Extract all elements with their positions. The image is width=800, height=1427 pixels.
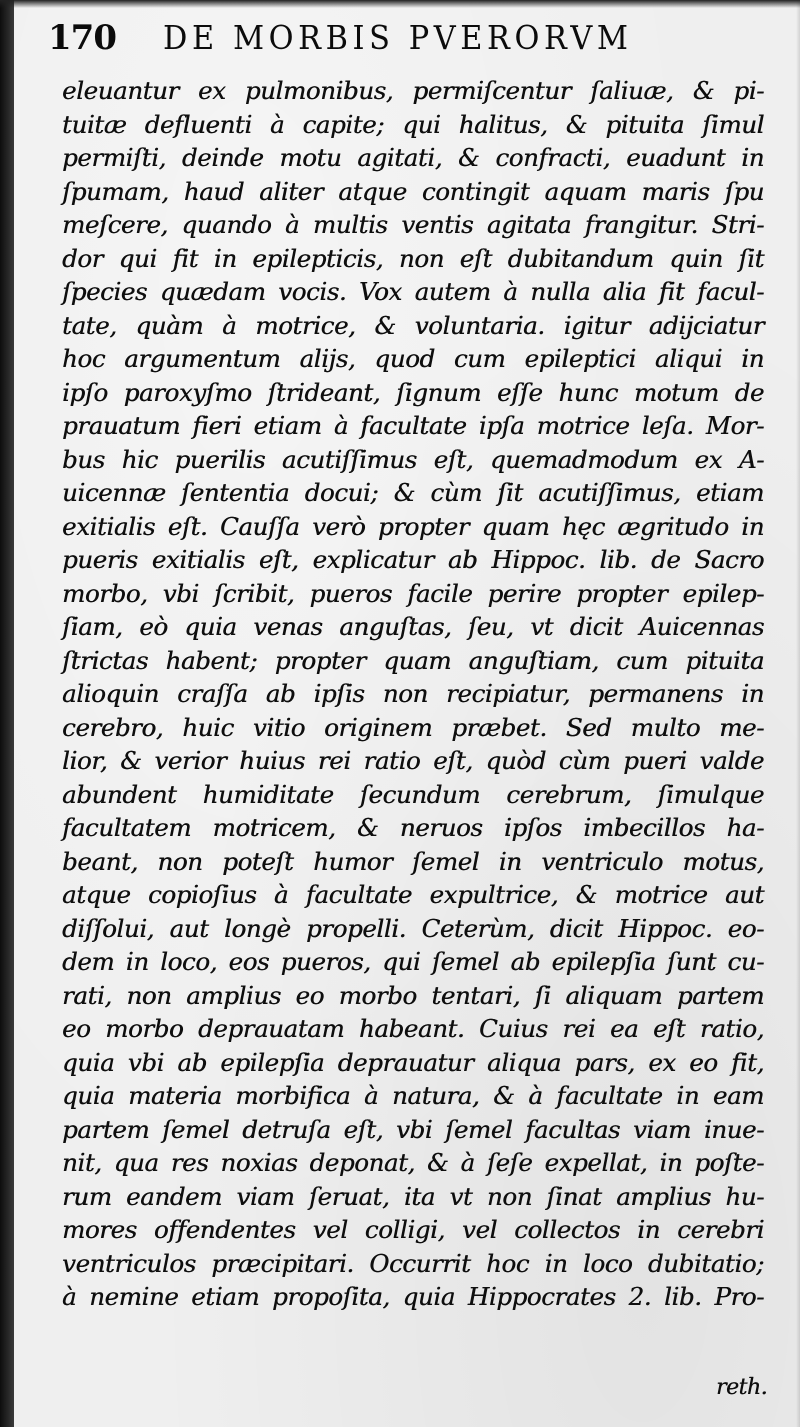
page-gutter-shadow: [0, 0, 14, 1427]
text-line: uicennæ ſententia docui; & cùm ſit acutiſſimus, etiam: [62, 478, 764, 507]
text-line: ſiam, eò quia venas anguſtas, ſeu, vt dicit Auicennas: [62, 612, 764, 641]
catchword: reth.: [716, 1375, 768, 1400]
text-line: prauatum fieri etiam à facultate ipſa motrice leſa. Mor-: [62, 411, 764, 440]
text-line: atque copioſius à facultate expultrice, & motrice aut: [62, 880, 764, 909]
text-line: abundent humiditate ſecundum cerebrum, ſimulque: [62, 779, 764, 809]
text-line: à nemine etiam propoſita, quia Hippocrates 2. lib. Pro-: [62, 1282, 764, 1311]
text-line: permiſti, deinde motu agitati, & confracti, euadunt in: [62, 143, 764, 172]
text-line: bus hic puerilis acutiſſimus eſt, quemadmodum ex A-: [62, 444, 764, 474]
text-line: diſſolui, aut longè propelli. Ceterùm, dicit Hippoc. eo-: [62, 913, 764, 943]
text-line: ſpumam, haud aliter atque contingit aquam maris ſpu: [62, 176, 764, 206]
running-head: DE MORBIS PVERORVM: [163, 18, 633, 57]
text-line: quia vbi ab epilepſia deprauatur aliqua pars, ex eo fit,: [62, 1047, 764, 1077]
text-line: beant, non poteſt humor ſemel in ventriculo motus,: [62, 846, 764, 876]
text-line: tate, quàm à motrice, & voluntaria. igitur adijciatur: [62, 310, 764, 340]
text-line: ipſo paroxyſmo ſtrideant, ſignum eſſe hunc motum de: [62, 377, 764, 407]
text-line: eo morbo deprauatam habeant. Cuius rei ea eſt ratio,: [62, 1014, 764, 1043]
page-number: 170: [48, 18, 116, 58]
text-line: rati, non amplius eo morbo tentari, ſi aliquam partem: [62, 980, 764, 1010]
body-text: [62, 74, 764, 1314]
text-line: rum eandem viam ſeruat, ita vt non ſinat amplius hu-: [62, 1181, 764, 1211]
page-edge-shadow: [796, 0, 800, 1427]
text-line: meſcere, quando à multis ventis agitata frangitur. Stri-: [62, 210, 764, 239]
text-line: partem ſemel detruſa eſt, vbi ſemel facultas viam inue-: [62, 1114, 764, 1144]
page-header: [48, 14, 748, 64]
text-line: quia materia morbifica à natura, & à facultate in eam: [62, 1081, 764, 1110]
top-edge-shadow: [0, 0, 800, 8]
text-line: ſtrictas habent; propter quam anguſtiam, cum pituita: [62, 645, 764, 675]
text-line: facultatem motricem, & neruos ipſos imbecillos ha-: [62, 813, 764, 842]
text-line: alioquin craſſa ab ipſis non recipiatur, permanens in: [62, 679, 764, 708]
text-line: hoc argumentum alijs, quod cum epileptici aliqui in: [62, 344, 764, 373]
text-line: ſpecies quædam vocis. Vox autem à nulla alia fit facul-: [62, 277, 764, 306]
text-line: pueris exitialis eſt, explicatur ab Hippoc. lib. de Sacro: [62, 545, 764, 574]
text-line: dem in loco, eos pueros, qui ſemel ab epilepſia ſunt cu-: [62, 947, 764, 976]
text-line: lior, & verior huius rei ratio eſt, quòd cùm pueri valde: [62, 746, 764, 775]
text-line: tuitæ defluenti à capite; qui halitus, & pituita ſimul: [62, 109, 764, 139]
text-line: cerebro, huic vitio originem præbet. Sed multo me-: [62, 712, 764, 742]
text-line: ventriculos præcipitari. Occurrit hoc in loco dubitatio;: [62, 1248, 764, 1278]
text-line: morbo, vbi ſcribit, pueros facile perire propter epilep-: [62, 578, 764, 608]
text-line: nit, qua res noxias deponat, & à ſeſe expellat, in poſte-: [62, 1148, 764, 1177]
text-line: dor qui fit in epilepticis, non eſt dubitandum quin ſit: [62, 243, 764, 273]
text-line: eleuantur ex pulmonibus, permiſcentur ſaliuæ, & pi-: [62, 76, 764, 105]
text-line: exitialis eſt. Cauſſa verò propter quam hęc ægritudo in: [62, 511, 764, 541]
text-line: mores offendentes vel colligi, vel collectos in cerebri: [62, 1215, 764, 1244]
